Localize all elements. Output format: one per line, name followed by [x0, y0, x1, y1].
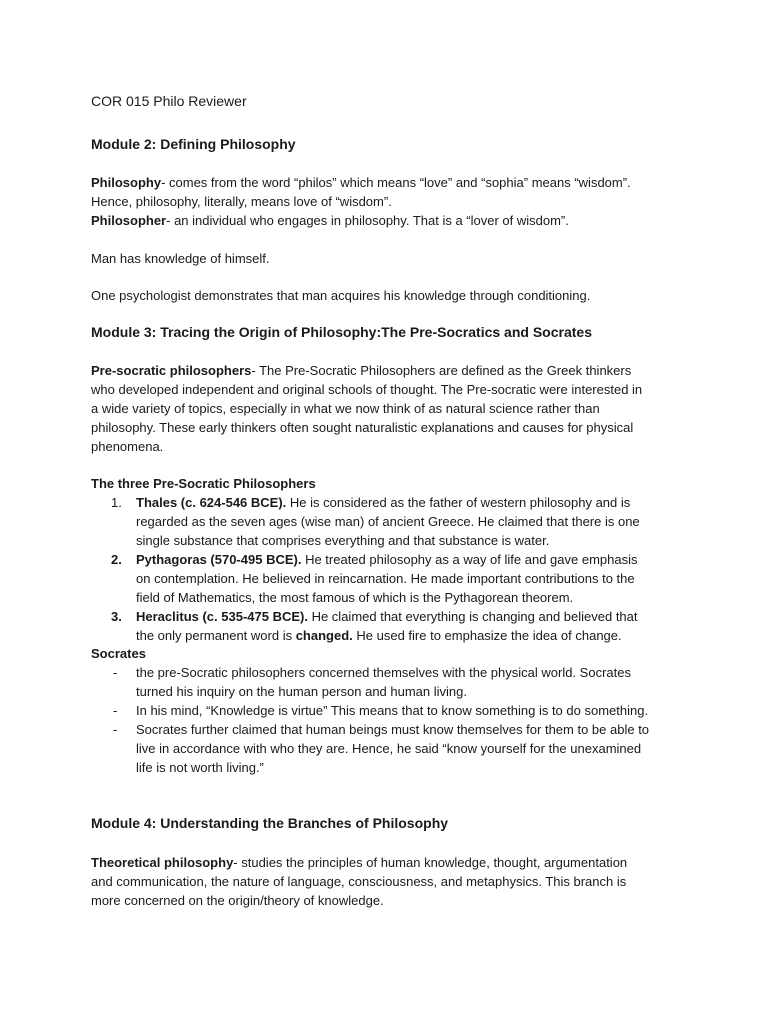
conditioning-paragraph: One psychologist demonstrates that man acquires his knowledge through conditioning. [91, 288, 591, 303]
philosophy-def-text: - comes from the word “philos” which means “love” and “sophia” means “wisdom”. Hence, philosophy, literally, means love of “wisdom”. [91, 175, 631, 209]
socrates-point [91, 701, 651, 720]
socrates-heading: Socrates [91, 646, 146, 661]
theoretical-philosophy-definition [91, 853, 651, 910]
philosopher-term: Philosopher [91, 213, 167, 228]
theoretical-term: Theoretical philosophy [91, 855, 234, 870]
module-4-heading: Module 4: Understanding the Branches of Philosophy [91, 815, 449, 831]
socrates-point [91, 663, 651, 701]
presocratic-definition [91, 361, 651, 456]
module-3-heading: Module 3: Tracing the Origin of Philosophy:The Pre-Socratics and Socrates [91, 324, 592, 340]
philosopher-text-heraclitus-before: He claimed that everything is changing and believed that the only permanent word is [136, 609, 638, 643]
list-number: 3. [111, 609, 122, 624]
presocratic-philosophers-list [91, 493, 651, 645]
philosopher-text-heraclitus-after: He used fire to emphasize the idea of change. [352, 628, 622, 643]
list-number: 1. [111, 495, 122, 510]
list-number: 2. [111, 552, 122, 567]
list-item-pythagoras [91, 550, 651, 607]
dash-bullet: - [113, 722, 118, 737]
theoretical-def-text: - studies the principles of human knowledge, thought, argumentation and communication, the nature of language, consciousness, and metaphysics. This branch is more concerned on the origin/theory of knowledge. [91, 855, 628, 908]
document-title: COR 015 Philo Reviewer [91, 93, 247, 109]
philosopher-def-text: - an individual who engages in philosophy. That is a “lover of wisdom”. [166, 213, 569, 228]
socrates-point-text: In his mind, “Knowledge is virtue” This means that to know something is to do something. [136, 703, 649, 718]
changed-emphasis: changed. [295, 628, 353, 643]
dash-bullet: - [113, 665, 118, 680]
module-2-heading: Module 2: Defining Philosophy [91, 136, 296, 152]
philosopher-name-pythagoras: Pythagoras (570-495 BCE). [136, 552, 302, 567]
socrates-points-list [91, 663, 651, 777]
three-presocratics-heading: The three Pre-Socratic Philosophers [91, 476, 316, 491]
list-item-heraclitus [91, 607, 651, 645]
dash-bullet: - [113, 703, 118, 718]
philosopher-text-pythagoras: He treated philosophy as a way of life and gave emphasis on contemplation. He believed in reincarnation. He made important contributions to the field of Mathematics, the most famous of which is the Pythagorean theorem. [136, 552, 638, 605]
philosophy-term: Philosophy [91, 175, 162, 190]
socrates-point-text: Socrates further claimed that human beings must know themselves for them to be able to live in accordance with who they are. Hence, he said “know yourself for the unexamined life is not worth living.” [136, 722, 650, 775]
philosopher-definition [91, 211, 651, 230]
philosopher-name-heraclitus: Heraclitus (c. 535-475 BCE). [136, 609, 308, 624]
philosopher-text-thales: He is considered as the father of western philosophy and is regarded as the seven ages (wise man) of ancient Greece. He claimed that there is one single substance that comprises everything and that substance is water. [136, 495, 640, 548]
socrates-point-text: the pre-Socratic philosophers concerned themselves with the physical world. Socrates turned his inquiry on the human person and human living. [136, 665, 631, 699]
self-knowledge-paragraph: Man has knowledge of himself. [91, 251, 270, 266]
philosopher-name-thales: Thales (c. 624-546 BCE). [136, 495, 287, 510]
philosophy-definition [91, 173, 651, 211]
presocratic-def-text: - The Pre-Socratic Philosophers are defined as the Greek thinkers who developed independent and original schools of thought. The Pre-socratic were interested in a wide variety of topics, especially in what we now think of as natural science rather than philosophy. These early thinkers often sought naturalistic explanations and causes for physical phenomena. [91, 363, 643, 454]
list-item-thales [91, 493, 651, 550]
presocratic-term: Pre-socratic philosophers [91, 363, 252, 378]
socrates-point [91, 720, 651, 777]
